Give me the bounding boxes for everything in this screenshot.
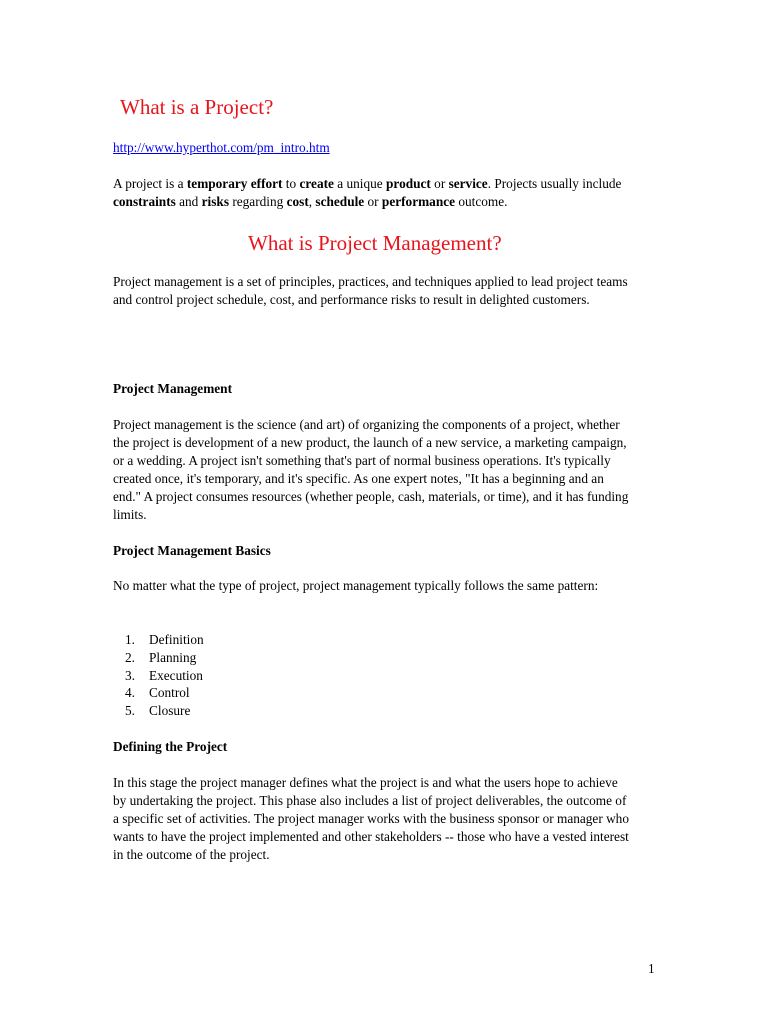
steps-list xyxy=(113,631,204,720)
list-label: Planning xyxy=(149,649,197,665)
defining-paragraph: In this stage the project manager defines what the project is and what the users hope to achieve by undertaking the project. This phase also includes a list of project deliverables, the outcome of a specific set of activities. The project manager works with the business sponsor or manager who wants to have the project implemented and other stakeholders -- those who have a vested interest in the outcome of the project. xyxy=(113,775,629,862)
subheading-defining-project: Defining the Project xyxy=(113,739,228,754)
science-paragraph: Project management is the science (and art) of organizing the components of a project, whether the project is development of a new product, the launch of a new service, a marketing campaign, or a wedding. A project isn't something that's part of normal business operations. It's typically created once, it's temporary, and it's specific. As one expert notes, "It has a beginning and an end." A project consumes resources (whether people, cash, materials, or time), and it has funding limits. xyxy=(113,417,629,522)
pm-paragraph: Project management is a set of principles, practices, and techniques applied to lead project teams and control project schedule, cost, and performance risks to result in delighted customers. xyxy=(113,274,628,307)
list-label: Execution xyxy=(149,667,203,683)
definition-text: or xyxy=(364,194,382,209)
definition-text: to xyxy=(282,176,300,191)
page-number: 1 xyxy=(648,961,655,976)
definition-text: a unique xyxy=(333,176,387,191)
definition-keyword: temporary effort xyxy=(186,176,283,191)
definition-text: and xyxy=(175,194,202,209)
definition-keyword: product xyxy=(386,176,431,191)
definition-text: outcome. xyxy=(455,194,508,209)
list-number: 4. xyxy=(125,685,135,701)
subheading-project-management: Project Management xyxy=(113,381,233,396)
list-number: 1. xyxy=(125,632,135,647)
heading-what-is-pm: What is Project Management? xyxy=(248,231,502,255)
definition-keyword: constraints xyxy=(113,194,176,209)
list-label: Control xyxy=(149,685,190,701)
source-link[interactable]: http://www.hyperthot.com/pm_intro.htm xyxy=(113,140,330,155)
list-number: 5. xyxy=(125,703,135,719)
definition-text: or xyxy=(430,176,449,191)
definition-keyword: risks xyxy=(201,194,229,209)
list-item xyxy=(113,649,204,667)
definition-text: regarding xyxy=(229,194,287,209)
definition-keyword: service xyxy=(448,176,488,191)
definition-keyword: schedule xyxy=(315,194,365,209)
heading-what-is-project: What is a Project? xyxy=(120,95,274,119)
definition-text: , xyxy=(308,194,316,209)
list-item xyxy=(113,667,204,685)
list-number: 2. xyxy=(125,649,135,665)
subheading-pm-basics: Project Management Basics xyxy=(113,543,271,558)
project-definition xyxy=(113,175,633,211)
definition-keyword: performance xyxy=(381,194,456,209)
list-label: Closure xyxy=(149,703,191,719)
list-number: 3. xyxy=(125,667,135,683)
list-label: Definition xyxy=(149,632,204,647)
definition-keyword: cost xyxy=(286,194,309,209)
list-item xyxy=(113,702,204,720)
definition-keyword: create xyxy=(299,176,334,191)
pattern-paragraph: No matter what the type of project, project management typically follows the same pattern: xyxy=(113,578,599,593)
list-item xyxy=(113,684,204,702)
list-item xyxy=(113,631,204,649)
definition-text: A project is a xyxy=(113,176,187,191)
definition-text: . Projects usually include xyxy=(487,176,622,191)
